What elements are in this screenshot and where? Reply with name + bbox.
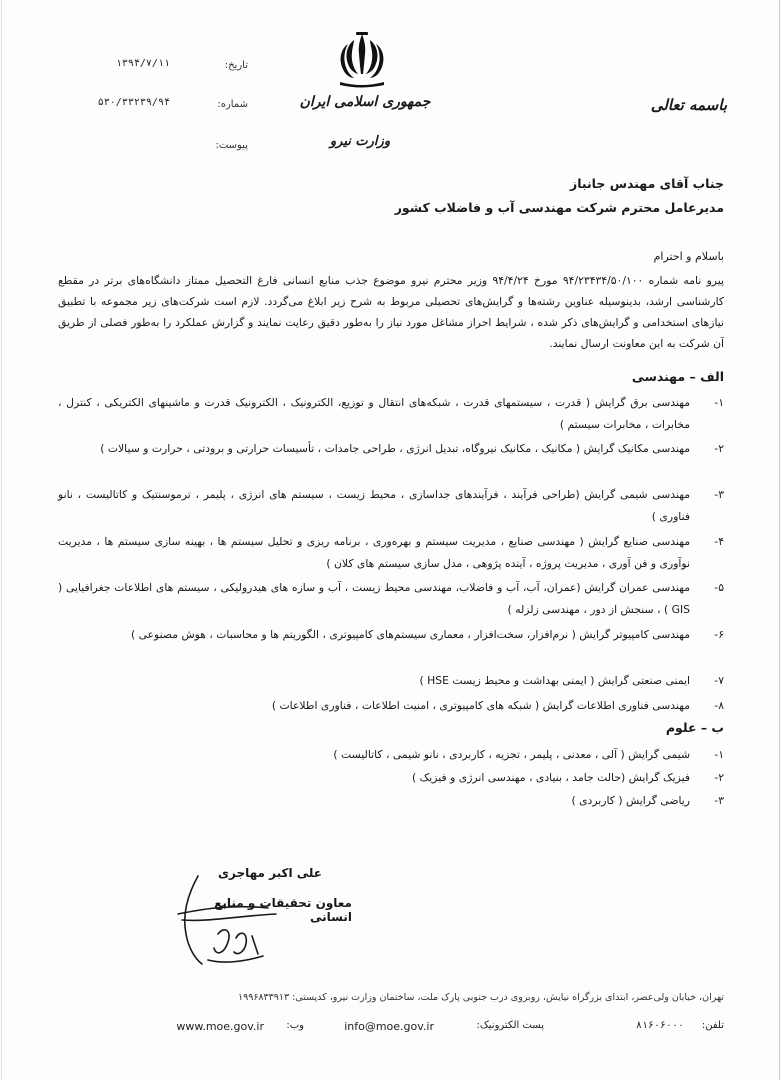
list-item [58,484,724,528]
list-item [58,392,724,436]
date-label: تاریخ: [224,60,248,71]
recipient-name: جناب آقای مهندس جانباز [570,176,724,191]
section-sciences-title: ب – علوم [665,720,724,735]
date-value: ۱۳۹۴/۷/۱۱ [115,58,170,69]
list-item-text: مهندسی مکانیک گرایش ( مکانیک ، مکانیک نیروگاه، تبدیل انرژی ، طراحی جامدات ، تأسیسات حرارتی و برودتی ، حرارت و سیالات ) [100,442,690,455]
list-item-number: ۱- [714,748,724,761]
list-item-text: مهندسی کامپیوتر گرایش ( نرم‌افزار، سخت‌افزار ، معماری سیستم‌های کامپیوتری ، الگوریتم ها و محاسبات ، هوش مصنوعی ) [130,628,690,641]
list-item-text: فیزیک گرایش (حالت جامد ، بنیادی ، مهندسی انرژی و فیزیک ) [411,771,690,784]
scan-edge-left [1,0,2,1080]
list-item-number: ۴- [714,535,724,548]
list-item-text: مهندسی عمران گرایش (عمران، آب، آب و فاضلاب، مهندسی محیط زیست ، آب و سازه های هیدرولیکی ، سیستم های اطلاعات جغرافیایی ( GIS ) ، سنجش از دور ، مهندسی زلزله ) [58,581,690,616]
list-item-number: ۸- [714,699,724,712]
list-item-text: مهندسی برق گرایش ( قدرت ، سیستمهای قدرت ، شبکه‌های انتقال و توزیع، الکترونیک ، الکترونیک قدرت و ماشینهای الکتریکی ، کنترل ، مخابرات ، مخابرات سیستم ) [58,396,690,431]
list-item [58,790,724,812]
greeting: باسلام و احترام [653,250,724,263]
invocation-heading: باسمه تعالی [650,96,727,114]
list-item-text: مهندسی شیمی گرایش (طراحی فرآیند ، فرآیندهای جداسازی ، محیط زیست ، سیستم های انرژی ، پلیمر ، ترموسنتیک و کاتالیست ، نانو فناوری ) [58,488,690,523]
website-label: وب: [286,1020,304,1031]
list-item-text: شیمی گرایش ( آلی ، معدنی ، پلیمر ، تجزیه ، کاربردی ، نانو شیمی ، کاتالیست ) [333,748,690,761]
list-item-number: ۵- [714,581,724,594]
list-item [58,670,724,692]
list-item-number: ۱- [714,396,724,409]
list-item [58,438,724,460]
intro-paragraph: پیرو نامه شماره ۹۴/۲۳۴۳۴/۵۰/۱۰۰ مورخ ۹۴/۴/۲۴ وزیر محترم نیرو موضوع جذب منابع انسانی فارغ التحصیل ممتاز دانشگاه‌های برتر در مقطع کارشناسی ارشد، بدینوسیله عناوین رشته‌ها و گرایش‌های تحصیلی مربوط به شرح زیر ابلاغ می‌گردد. لازم است شرکت‌های زیر مجموعه با تطبیق نیازهای استخدامی و گرایش‌های ذکر شده ، شرایط احراز مشاغل مورد نیاز را به‌طور دقیق رعایت نمایند و گزارش عملکرد را به‌طور فصلی از طریق آن شرکت به این معاونت ارسال نمایند. [58,274,725,350]
list-item [58,624,724,646]
list-item [58,531,724,575]
ministry-name: وزارت نیرو [329,134,391,149]
list-item [58,744,724,766]
list-item-number: ۳- [714,488,724,501]
list-item-number: ۶- [714,628,724,641]
phone-value: ۸۱۶۰۶۰۰۰ [635,1020,684,1031]
list-item-number: ۲- [714,771,724,784]
list-item [58,695,724,717]
list-item-text: مهندسی صنایع گرایش ( مهندسی صنایع ، مدیریت سیستم و بهره‌وری ، برنامه ریزی و تحلیل سیستم ها ، بهینه سازی سیستم ها ، مدیریت نوآوری و فن آوری ، مدیریت پروژه ، آینده پژوهی ، مدل سازی سیستم های کلان ) [58,535,690,570]
signatory-name: علی اکبر مهاجری [217,866,322,880]
email-label: پست الکترونیک: [476,1020,544,1031]
list-item [58,577,724,621]
list-item-text: ریاضی گرایش ( کاربردی ) [571,794,690,807]
list-item-text: مهندسی فناوری اطلاعات گرایش ( شبکه های کامپیوتری ، امنیت اطلاعات ، فناوری اطلاعات ) [271,699,690,712]
website-link[interactable]: www.moe.gov.ir [176,1020,264,1033]
list-item-number: ۲- [714,442,724,455]
section-engineering-title: الف – مهندسی [631,369,724,384]
number-value: ۵۳۰/۳۳۲۳۹/۹۴ [97,97,170,108]
list-item-number: ۳- [714,794,724,807]
footer-contacts [58,1020,724,1036]
government-name: جمهوری اسلامی ایران [299,94,431,110]
list-item [58,767,724,789]
iran-emblem-icon [330,30,394,90]
number-label: شماره: [217,99,248,110]
scan-edge-right [779,0,780,1080]
list-item-text: ایمنی صنعتی گرایش ( ایمنی بهداشت و محیط زیست HSE ) [419,674,690,687]
signatory-title: معاون تحقیقات و منابع انسانی [214,896,352,924]
email-link[interactable]: info@moe.gov.ir [344,1020,434,1033]
recipient-title: مدیرعامل محترم شرکت مهندسی آب و فاضلاب کشور [394,200,724,215]
list-item-number: ۷- [714,674,724,687]
footer-address: تهران، خیابان ولی‌عصر، ابتدای بزرگراه نیایش، روبروی درب جنوبی پارک ملت، ساختمان وزارت نیرو، کدپستی: ۱۹۹۶۸۳۳۹۱۳ [238,992,724,1003]
phone-label: تلفن: [701,1020,724,1031]
attachment-label: پیوست: [215,140,248,151]
